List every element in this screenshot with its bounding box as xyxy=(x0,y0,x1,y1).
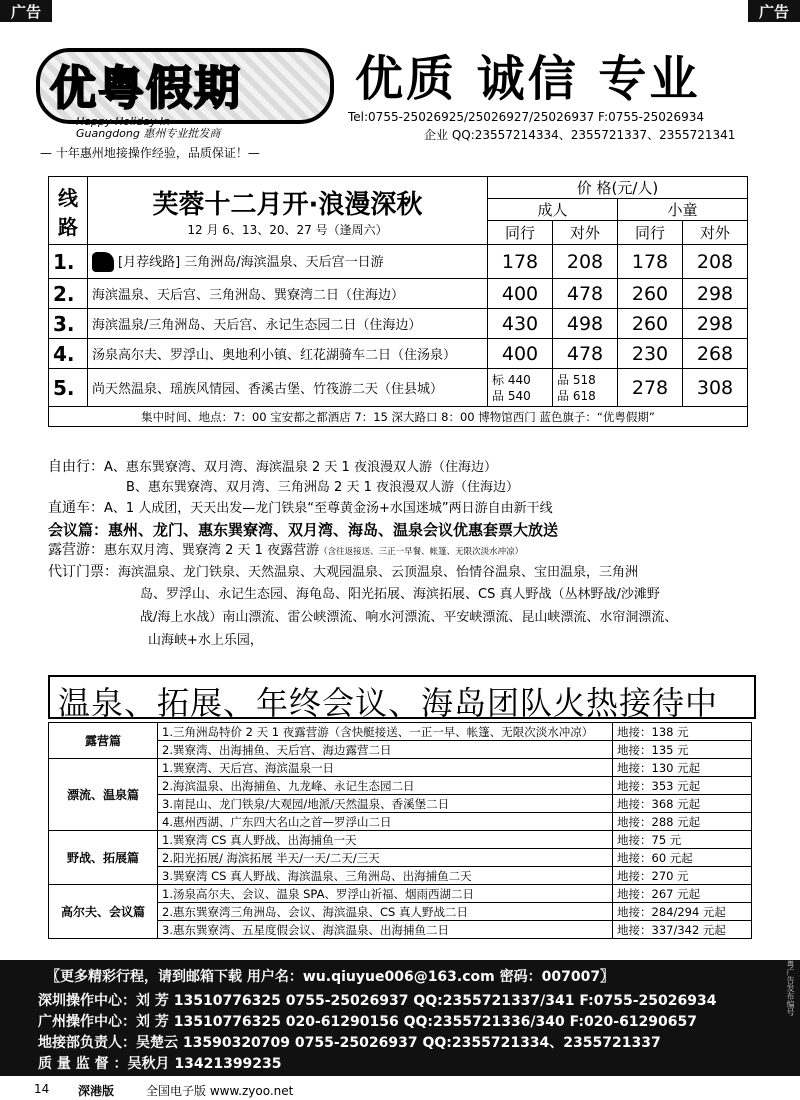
price-adult-outside: 498 xyxy=(553,309,618,339)
child-same-header: 同行 xyxy=(618,221,683,245)
side-note: 粤广告发布编号 xyxy=(786,960,795,1016)
price-adult-same xyxy=(488,369,553,407)
price-child-same: 278 xyxy=(618,369,683,407)
child-outside-header: 对外 xyxy=(683,221,748,245)
price-adult-same: 400 xyxy=(488,339,553,369)
adult-header: 成人 xyxy=(488,199,618,221)
assembly-info: 集中时间、地点：7：00 宝安都之都酒店 7：15 深大路口 8：00 博物馆西门 蓝色旗子：“优粤假期” xyxy=(49,407,748,427)
price-adult-outside xyxy=(553,369,618,407)
route-desc: 尚天然温泉、瑶族风情园、香溪古堡、竹筏游二天（住县城） xyxy=(88,369,488,407)
page-number: 14 xyxy=(34,1082,50,1096)
route-desc: 海滨温泉、天后宫、三角洲岛、巽寮湾二日（住海边） xyxy=(88,279,488,309)
price-adult-outside: 478 xyxy=(553,279,618,309)
route-row xyxy=(49,309,748,339)
route-desc: 海滨温泉/三角洲岛、天后宫、永记生态园二日（住海边） xyxy=(88,309,488,339)
price-premium: 品 540 xyxy=(492,388,531,403)
slogan: 优质 诚信 专业 xyxy=(355,51,701,107)
price-child-outside: 268 xyxy=(683,339,748,369)
route-num: 4. xyxy=(49,339,88,369)
edition: 深港版 xyxy=(78,1084,115,1098)
logo-subtitle-line1: Happy Holiday In xyxy=(76,115,171,128)
free-travel-label: 自由行： xyxy=(48,459,104,475)
footer xyxy=(0,960,800,1076)
item: 3.南昆山、龙门铁泉/大观园/地派/天然温泉、香溪堡二日 xyxy=(158,795,613,813)
route-row xyxy=(49,369,748,407)
item: 2.海滨温泉、出海捕鱼、九龙峰、永记生态园二日 xyxy=(158,777,613,795)
price-child-outside: 208 xyxy=(683,245,748,279)
route-num: 3. xyxy=(49,309,88,339)
tickets-line1 xyxy=(48,563,638,582)
price-premium: 品 618 xyxy=(557,388,596,403)
category-camp: 露营篇 xyxy=(49,723,158,759)
contact-qq: 企业 QQ:23557214334、2355721337、2355721341 xyxy=(424,128,736,142)
item: 2.阳光拓展/ 海滨拓展 半天/一天/二天/三天 xyxy=(158,849,613,867)
logo-subtitle xyxy=(76,116,220,140)
item: 1.巽寮湾 CS 真人野战、出海捕鱼一天 xyxy=(158,831,613,849)
price-adult-outside: 208 xyxy=(553,245,618,279)
camping-text: 惠东双月湾、巽寮湾 2 天 1 夜露营游 xyxy=(104,543,320,558)
route-row xyxy=(49,245,748,279)
routes-title: 芙蓉十二月开·浪漫深秋 xyxy=(152,189,423,220)
item: 1.巽寮湾、天后宫、海滨温泉一日 xyxy=(158,759,613,777)
route-row xyxy=(49,339,748,369)
item-price: 地接：135 元 xyxy=(613,741,752,759)
camping-note: （含往返接送、三正一早餐、帐篷、无限次淡水冲凉） xyxy=(319,547,524,557)
table-row xyxy=(49,885,752,903)
free-travel-b: B、惠东巽寮湾、双月湾、三角洲岛 2 天 1 夜浪漫双人游（住海边） xyxy=(126,480,519,495)
footer-qc: 质 量 监 督 ：吴秋月 13421399235 xyxy=(38,1056,282,1072)
logo-subtitle-line2: Guangdong 惠州专业批发商 xyxy=(76,127,221,140)
contact-tel: Tel:0755-25026925/25026927/25026937 F:0755-25026934 xyxy=(348,110,705,124)
item-price: 地接：337/342 元起 xyxy=(613,921,752,939)
price-child-same: 260 xyxy=(618,309,683,339)
hot-title-box xyxy=(48,675,756,722)
logo-name: 优粤假期 xyxy=(50,61,242,115)
table-row xyxy=(49,831,752,849)
adult-outside-header: 对外 xyxy=(553,221,618,245)
tickets-line4: 山海峡+水上乐园， xyxy=(148,633,263,648)
route-desc xyxy=(88,245,488,279)
category-golf: 高尔夫、会议篇 xyxy=(49,885,158,939)
camping-section xyxy=(48,541,523,561)
route-desc: 汤泉高尔夫、罗浮山、奥地利小镇、红花湖骑车二日（住汤泉） xyxy=(88,339,488,369)
price-child-same: 260 xyxy=(618,279,683,309)
price-child-outside: 308 xyxy=(683,369,748,407)
price-child-same: 178 xyxy=(618,245,683,279)
item-price: 地接：267 元起 xyxy=(613,885,752,903)
category-field: 野战、拓展篇 xyxy=(49,831,158,885)
col-line-header: 线路 xyxy=(49,177,88,245)
price-adult-same: 178 xyxy=(488,245,553,279)
tickets-line3: 战/海上水战）南山漂流、雷公峡漂流、响水河漂流、平安峡漂流、昆山峡漂流、水帘洞漂流、 xyxy=(140,610,678,625)
route-num: 1. xyxy=(49,245,88,279)
item-price: 地接：353 元起 xyxy=(613,777,752,795)
logo xyxy=(28,30,328,140)
item-price: 地接：75 元 xyxy=(613,831,752,849)
route-num: 5. xyxy=(49,369,88,407)
ad-tag-left: 广告 xyxy=(0,0,52,22)
footer-resp: 地接部负责人：吴楚云 13590320709 0755-25026937 QQ:2355721334、2355721337 xyxy=(38,1035,661,1051)
footer-download: 〖更多精彩行程，请到邮箱下载 用户名：wu.qiuyue006@163.com 密码：007007〗 xyxy=(46,969,615,985)
item: 1.三角洲岛特价 2 天 1 夜露营游（含快艇接送、一正一早、帐篷、无限次淡水冲凉） xyxy=(158,723,613,741)
item-price: 地接：270 元 xyxy=(613,867,752,885)
express-text: A、1 人成团，天天出发—龙门铁泉“至尊黄金汤+水国迷城”两日游自由新干线 xyxy=(104,501,553,516)
item-price: 地接：284/294 元起 xyxy=(613,903,752,921)
item-price: 地接：138 元 xyxy=(613,723,752,741)
table-row xyxy=(49,723,752,741)
price-child-outside: 298 xyxy=(683,309,748,339)
thumbs-up-icon xyxy=(92,252,114,272)
meeting-text: 惠州、龙门、惠东巽寮湾、双月湾、海岛、温泉会议优惠套票大放送 xyxy=(108,521,559,539)
adult-same-header: 同行 xyxy=(488,221,553,245)
free-travel-a-text: A、惠东巽寮湾、双月湾、海滨温泉 2 天 1 夜浪漫双人游（住海边） xyxy=(104,460,497,475)
route-row xyxy=(49,279,748,309)
price-standard: 品 518 xyxy=(557,372,596,387)
tagline: — 十年惠州地接操作经验，品质保证！— xyxy=(40,146,260,160)
price-child-same: 230 xyxy=(618,339,683,369)
camping-label: 露营游： xyxy=(48,542,104,558)
item: 4.惠州西湖、广东四大名山之首—罗浮山二日 xyxy=(158,813,613,831)
price-header: 价 格(元/人) xyxy=(488,177,748,199)
footer-sz: 深圳操作中心：刘 芳 13510776325 0755-25026937 QQ:2355721337/341 F:0755-25026934 xyxy=(38,993,717,1009)
meeting-section xyxy=(48,519,558,540)
site: 全国电子版 www.zyoo.net xyxy=(146,1084,294,1098)
item: 3.巽寮湾 CS 真人野战、海滨温泉、三角洲岛、出海捕鱼二天 xyxy=(158,867,613,885)
price-adult-outside: 478 xyxy=(553,339,618,369)
price-child-outside: 298 xyxy=(683,279,748,309)
price-adult-same: 430 xyxy=(488,309,553,339)
category-rafting: 漂流、温泉篇 xyxy=(49,759,158,831)
item: 3.惠东巽寮湾、五星度假会议、海滨温泉、出海捕鱼二日 xyxy=(158,921,613,939)
hot-table xyxy=(48,722,752,939)
route-num: 2. xyxy=(49,279,88,309)
routes-table xyxy=(48,176,748,427)
tickets-line1-text: 海滨温泉、龙门铁泉、天然温泉、大观园温泉、云顶温泉、怡情谷温泉、宝田温泉，三角洲 xyxy=(118,565,639,580)
express-section xyxy=(48,499,553,518)
ad-tag-right: 广告 xyxy=(748,0,800,22)
child-header: 小童 xyxy=(618,199,748,221)
footer-gz: 广州操作中心：刘 芳 13510776325 020-61290156 QQ:2355721336/340 F:020-61290657 xyxy=(38,1014,697,1030)
item-price: 地接：60 元起 xyxy=(613,849,752,867)
route-desc-text: [月荐线路] 三角洲岛/海滨温泉、天后宫一日游 xyxy=(118,254,384,270)
free-travel-a xyxy=(48,458,497,477)
hot-title: 温泉、拓展、年终会议、海岛团队火热接待中 xyxy=(58,684,719,722)
item: 1.汤泉高尔夫、会议、温泉 SPA、罗浮山祈福、烟雨西湖二日 xyxy=(158,885,613,903)
bottom-bar xyxy=(0,1078,800,1100)
tickets-line2: 岛、罗浮山、永记生态园、海龟岛、阳光拓展、海滨拓展、CS 真人野战（丛林野战/沙滩野 xyxy=(140,587,660,602)
item-price: 地接：368 元起 xyxy=(613,795,752,813)
tickets-label: 代订门票： xyxy=(48,564,118,580)
item: 2.巽寮湾、出海捕鱼、天后宫、海边露营二日 xyxy=(158,741,613,759)
routes-dates: 12 月 6、13、20、27 号（逢周六） xyxy=(187,222,388,237)
meeting-label: 会议篇： xyxy=(48,521,109,539)
routes-title-cell xyxy=(88,177,488,245)
price-standard: 标 440 xyxy=(492,372,531,387)
item-price: 地接：130 元起 xyxy=(613,759,752,777)
item-price: 地接：288 元起 xyxy=(613,813,752,831)
item: 2.惠东巽寮湾三角洲岛、会议、海滨温泉、CS 真人野战二日 xyxy=(158,903,613,921)
table-row xyxy=(49,759,752,777)
express-label: 直通车： xyxy=(48,500,104,516)
price-adult-same: 400 xyxy=(488,279,553,309)
